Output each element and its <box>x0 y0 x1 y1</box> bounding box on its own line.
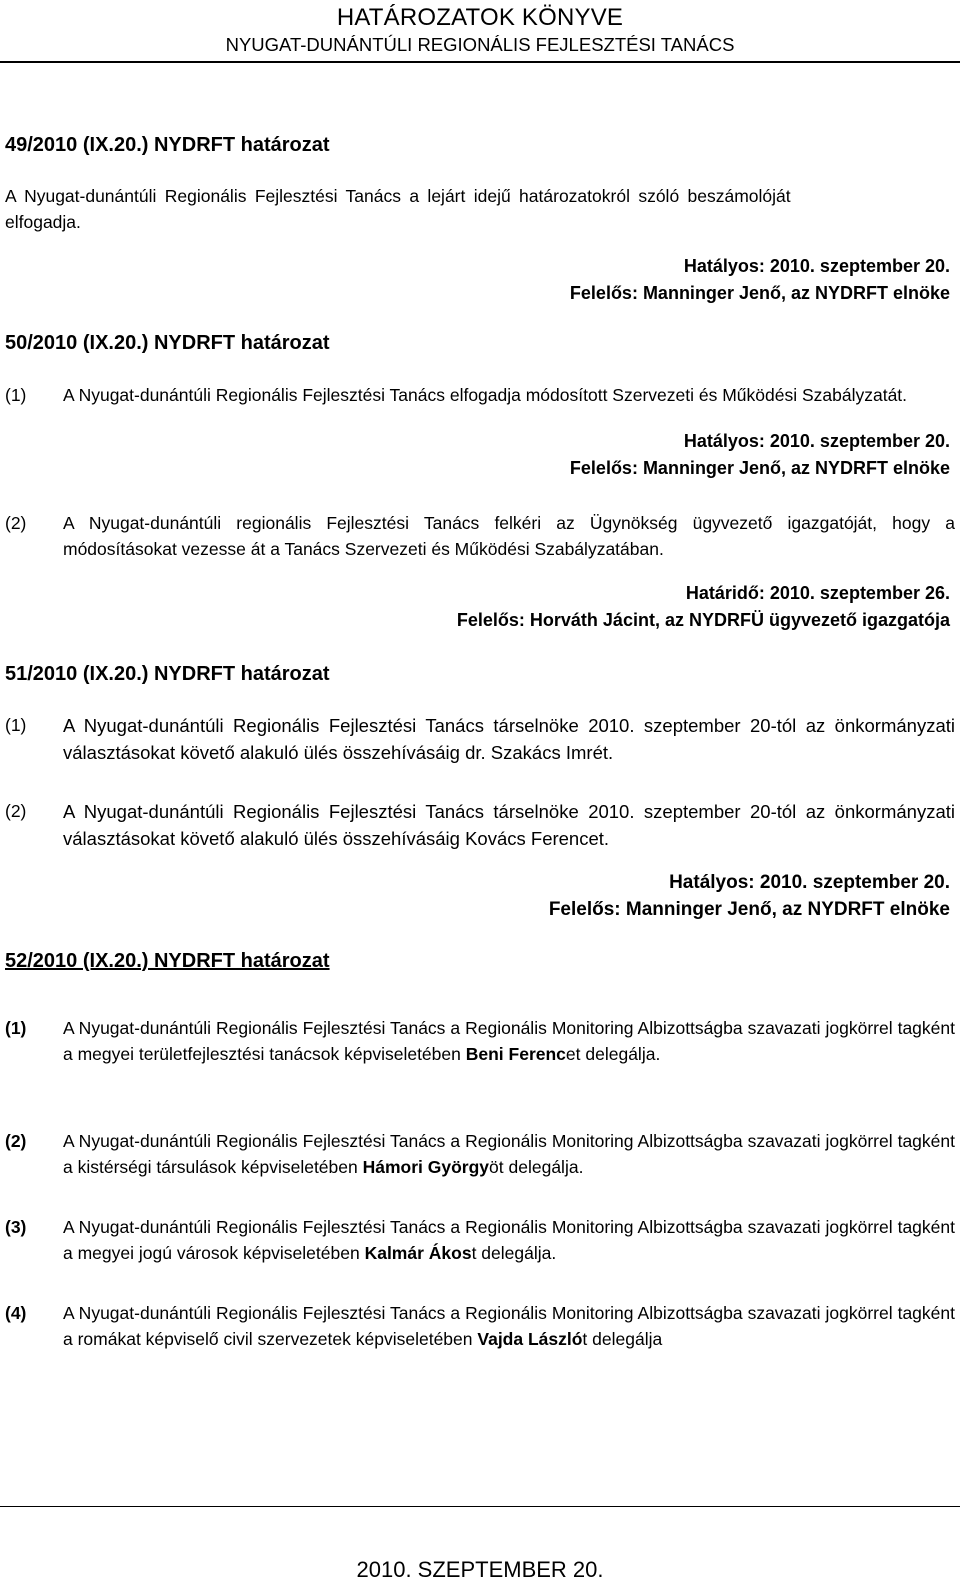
resolution-51-item2-number: (2) <box>5 801 27 821</box>
resolution-52-title: 52/2010 (IX.20.) NYDRFT határozat <box>5 950 330 972</box>
resolution-50-item2-text: A Nyugat-dunántúli regionális Fejlesztési Tanács felkéri az Ügynökség ügyvezető igazgatóját, hogy a módosításokat vezesse át a Tanács Szervezeti és Működési Szabályzatában. <box>63 513 955 559</box>
resolution-49-title: 49/2010 (IX.20.) NYDRFT határozat <box>5 134 330 156</box>
resolution-50-item1-effective: Hatályos: 2010. szeptember 20. <box>683 431 950 451</box>
resolution-52-item3-number: (3) <box>5 1217 27 1237</box>
resolution-52-item2-text <box>63 1128 955 1180</box>
resolution-50-item1-text: A Nyugat-dunántúli Regionális Fejlesztési Tanács elfogadja módosított Szervezeti és Működési Szabályzatát. <box>63 385 908 405</box>
document-header-subtitle: NYUGAT-DUNÁNTÚLI REGIONÁLIS FEJLESZTÉSI TANÁCS <box>225 34 735 55</box>
resolution-52-item4-text <box>63 1300 955 1352</box>
resolution-49-text-line2: elfogadja. <box>5 212 81 232</box>
header-divider <box>0 61 960 63</box>
resolution-49-effective: Hatályos: 2010. szeptember 20. <box>683 256 950 276</box>
document-header-title: HATÁROZATOK KÖNYVE <box>336 4 624 31</box>
resolution-50-item2-number: (2) <box>5 513 27 533</box>
delegate-name: Kalmár Ákos <box>364 1243 472 1263</box>
resolution-51-item1-number: (1) <box>5 715 27 735</box>
footer-date: 2010. SZEPTEMBER 20. <box>356 1557 604 1582</box>
resolution-50-item2-responsible: Felelős: Horváth Jácint, az NYDRFÜ ügyvezető igazgatója <box>456 610 950 630</box>
resolution-51-responsible: Felelős: Manninger Jenő, az NYDRFT elnöke <box>548 899 950 920</box>
footer-divider <box>0 1506 960 1507</box>
item-text: A Nyugat-dunántúli Regionális Fejlesztési Tanács a Regionális Monitoring Albizottságba szavazati jogkörrel tagként a romákat képviselő civil szervezetek képviseletében <box>63 1303 955 1349</box>
resolution-50-item2-deadline: Határidő: 2010. szeptember 26. <box>685 583 950 603</box>
delegate-name: Beni Ferenc <box>465 1044 566 1064</box>
item-text: A Nyugat-dunántúli Regionális Fejlesztési Tanács a Regionális Monitoring Albizottságba szavazati jogkörrel tagként a megyei jogú városok képviseletében <box>63 1217 955 1263</box>
resolution-51-item1-text: A Nyugat-dunántúli Regionális Fejlesztési Tanács társelnöke 2010. szeptember 20-tól az önkormányzati választásokat követő alakuló ülés összehívásáig dr. Szakács Imrét. <box>63 715 955 763</box>
resolution-52-item1-text <box>63 1015 955 1067</box>
resolution-52-item3-text <box>63 1214 955 1266</box>
resolution-52-item1-number: (1) <box>5 1018 27 1038</box>
resolution-49-responsible: Felelős: Manninger Jenő, az NYDRFT elnöke <box>569 283 950 303</box>
resolution-51-title: 51/2010 (IX.20.) NYDRFT határozat <box>5 663 330 685</box>
item-text-end: et delegálja. <box>565 1044 661 1064</box>
item-text: A Nyugat-dunántúli Regionális Fejlesztési Tanács a Regionális Monitoring Albizottságba szavazati jogkörrel tagként a megyei területfejlesztési tanácsok képviseletében <box>63 1018 955 1064</box>
resolution-52-item4-number: (4) <box>5 1303 27 1323</box>
resolution-52-item2-number: (2) <box>5 1131 27 1151</box>
resolution-51-item2-text: A Nyugat-dunántúli Regionális Fejlesztési Tanács társelnöke 2010. szeptember 20-tól az önkormányzati választásokat követő alakuló ülés összehívásáig Kovács Ferencet. <box>63 801 955 849</box>
resolution-50-item1-responsible: Felelős: Manninger Jenő, az NYDRFT elnöke <box>569 458 950 478</box>
resolution-49-text-line1: A Nyugat-dunántúli Regionális Fejlesztési Tanács a lejárt idejű határozatokról szóló beszámolóját <box>5 186 791 206</box>
resolution-50-title: 50/2010 (IX.20.) NYDRFT határozat <box>5 332 330 354</box>
item-text-end: t delegálja. <box>471 1243 557 1263</box>
delegate-name: Hámori György <box>362 1157 490 1177</box>
resolution-51-effective: Hatályos: 2010. szeptember 20. <box>669 872 950 893</box>
item-text-end: t delegálja <box>582 1329 663 1349</box>
delegate-name: Vajda László <box>477 1329 583 1349</box>
item-text: A Nyugat-dunántúli Regionális Fejlesztési Tanács a Regionális Monitoring Albizottságba szavazati jogkörrel tagként a kistérségi társulások képviseletében <box>63 1131 955 1177</box>
item-text-end: öt delegálja. <box>489 1157 584 1177</box>
resolution-50-item1-number: (1) <box>5 385 27 405</box>
